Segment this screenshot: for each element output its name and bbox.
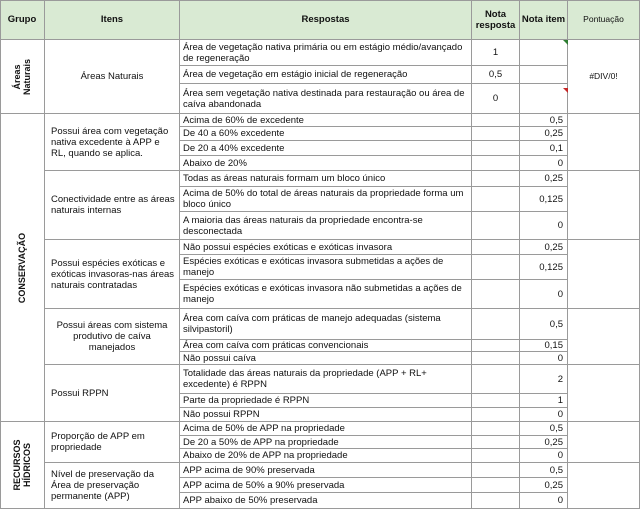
nota-item-cell[interactable]: 0,5 <box>520 422 568 436</box>
group-areas-naturais-label: Áreas Naturais <box>12 58 32 95</box>
nota-resposta-cell[interactable] <box>472 187 520 212</box>
nota-item-cell[interactable]: 2 <box>520 365 568 394</box>
nota-resposta-cell[interactable]: 0 <box>472 84 520 114</box>
nota-item-cell[interactable]: 0 <box>520 156 568 171</box>
answer-option[interactable]: Área com caíva com práticas de manejo adequadas (sistema silvipastoril) <box>180 309 472 340</box>
answer-option[interactable]: APP acima de 50% a 90% preservada <box>180 478 472 493</box>
nota-item-cell[interactable]: 0 <box>520 352 568 365</box>
nota-resposta-cell[interactable] <box>472 114 520 127</box>
pontuacao-rppn[interactable] <box>568 365 640 422</box>
nota-resposta-cell[interactable] <box>472 449 520 463</box>
nota-resposta-cell[interactable] <box>472 352 520 365</box>
answer-option[interactable]: De 40 a 60% excedente <box>180 127 472 141</box>
group-conservacao-label: CONSERVAÇÃO <box>17 232 27 303</box>
nota-resposta-cell[interactable] <box>472 463 520 478</box>
item-especies-exoticas[interactable]: Possui espécies exóticas e exóticas invasoras-nas áreas naturais contratadas <box>45 240 180 309</box>
item-vegetacao-excedente[interactable]: Possui área com vegetação nativa excedente à APP e RL, quando se aplica. <box>45 114 180 171</box>
item-proporcao-app[interactable]: Proporção de APP em propriedade <box>45 422 180 463</box>
nota-item-cell[interactable]: 0,125 <box>520 187 568 212</box>
nota-item-cell[interactable] <box>520 66 568 84</box>
nota-resposta-cell[interactable] <box>472 436 520 449</box>
nota-resposta-cell[interactable] <box>472 394 520 408</box>
pontuacao-areas-naturais[interactable]: #DIV/0! <box>568 40 640 114</box>
nota-item-cell[interactable]: 0,25 <box>520 171 568 187</box>
header-nota-resposta[interactable]: Nota resposta <box>472 0 520 40</box>
nota-resposta-cell[interactable] <box>472 127 520 141</box>
answer-option[interactable]: Abaixo de 20% de APP na propriedade <box>180 449 472 463</box>
answer-option[interactable]: Todas as áreas naturais formam um bloco único <box>180 171 472 187</box>
answer-option[interactable]: Área sem vegetação nativa destinada para restauração ou área de caíva abandonada <box>180 84 472 114</box>
answer-option[interactable]: Não possui caíva <box>180 352 472 365</box>
nota-resposta-cell[interactable]: 1 <box>472 40 520 66</box>
answer-option[interactable]: APP abaixo de 50% preservada <box>180 493 472 509</box>
nota-resposta-cell[interactable] <box>472 478 520 493</box>
answer-option[interactable]: Abaixo de 20% <box>180 156 472 171</box>
answer-option[interactable]: Área de vegetação em estágio inicial de regeneração <box>180 66 472 84</box>
answer-option[interactable]: Parte da propriedade é RPPN <box>180 394 472 408</box>
comment-indicator-icon[interactable] <box>563 40 568 45</box>
answer-option[interactable]: Acima de 60% de excedente <box>180 114 472 127</box>
nota-resposta-cell[interactable]: 0,5 <box>472 66 520 84</box>
comment-indicator-icon[interactable] <box>563 88 568 93</box>
nota-item-cell[interactable]: 1 <box>520 394 568 408</box>
nota-item-cell[interactable]: 0 <box>520 449 568 463</box>
nota-resposta-cell[interactable] <box>472 365 520 394</box>
pontuacao-conectividade[interactable] <box>568 171 640 240</box>
answer-option[interactable]: Espécies exóticas e exóticas invasora submetidas a ações de manejo <box>180 255 472 280</box>
item-areas-naturais[interactable]: Áreas Naturais <box>45 40 180 114</box>
group-recursos-hidricos-label: RECURSOS HÍDRICOS <box>12 439 32 491</box>
answer-option[interactable]: Área com caíva com práticas convencionais <box>180 340 472 352</box>
nota-item-cell[interactable]: 0,25 <box>520 240 568 255</box>
nota-resposta-cell[interactable] <box>472 422 520 436</box>
nota-resposta-cell[interactable] <box>472 156 520 171</box>
answer-option[interactable]: Totalidade das áreas naturais da propriedade (APP + RL+ excedente) é RPPN <box>180 365 472 394</box>
nota-item-cell[interactable]: 0 <box>520 408 568 422</box>
header-itens[interactable]: Itens <box>45 0 180 40</box>
header-respostas[interactable]: Respostas <box>180 0 472 40</box>
nota-item-cell[interactable]: 0,5 <box>520 309 568 340</box>
group-recursos-hidricos[interactable] <box>0 422 45 509</box>
header-nota-item[interactable]: Nota item <box>520 0 568 40</box>
nota-item-cell[interactable]: 0 <box>520 280 568 309</box>
group-conservacao[interactable] <box>0 114 45 422</box>
nota-item-cell[interactable] <box>520 84 568 114</box>
item-caiva[interactable]: Possui áreas com sistema produtivo de caíva manejados <box>45 309 180 365</box>
nota-item-cell[interactable]: 0 <box>520 493 568 509</box>
nota-item-cell[interactable]: 0,125 <box>520 255 568 280</box>
nota-resposta-cell[interactable] <box>472 141 520 156</box>
nota-item-cell[interactable]: 0,25 <box>520 127 568 141</box>
nota-item-cell[interactable]: 0,25 <box>520 478 568 493</box>
pontuacao-especies-exoticas[interactable] <box>568 240 640 309</box>
nota-item-cell[interactable] <box>520 40 568 66</box>
answer-option[interactable]: Não possui RPPN <box>180 408 472 422</box>
pontuacao-vegetacao-excedente[interactable] <box>568 114 640 171</box>
answer-option[interactable]: Acima de 50% do total de áreas naturais da propriedade forma um bloco único <box>180 187 472 212</box>
nota-resposta-cell[interactable] <box>472 309 520 340</box>
answer-option[interactable]: Acima de 50% de APP na propriedade <box>180 422 472 436</box>
answer-option[interactable]: APP acima de 90% preservada <box>180 463 472 478</box>
answer-option[interactable]: Área de vegetação nativa primária ou em estágio médio/avançado de regeneração <box>180 40 472 66</box>
nota-item-cell[interactable]: 0,1 <box>520 141 568 156</box>
header-grupo[interactable]: Grupo <box>0 0 45 40</box>
nota-resposta-cell[interactable] <box>472 240 520 255</box>
nota-item-cell[interactable]: 0,15 <box>520 340 568 352</box>
pontuacao-caiva[interactable] <box>568 309 640 365</box>
answer-option[interactable]: Espécies exóticas e exóticas invasora não submetidas a ações de manejo <box>180 280 472 309</box>
nota-resposta-cell[interactable] <box>472 340 520 352</box>
nota-resposta-cell[interactable] <box>472 171 520 187</box>
nota-resposta-cell[interactable] <box>472 408 520 422</box>
group-areas-naturais[interactable] <box>0 40 45 114</box>
item-conectividade[interactable]: Conectividade entre as áreas naturais internas <box>45 171 180 240</box>
answer-option[interactable]: De 20 a 50% de APP na propriedade <box>180 436 472 449</box>
answer-option[interactable]: A maioria das áreas naturais da propriedade encontra-se desconectada <box>180 212 472 240</box>
nota-item-cell[interactable]: 0,25 <box>520 436 568 449</box>
nota-item-cell[interactable]: 0 <box>520 212 568 240</box>
nota-item-cell[interactable]: 0,5 <box>520 114 568 127</box>
nota-resposta-cell[interactable] <box>472 493 520 509</box>
item-rppn[interactable]: Possui RPPN <box>45 365 180 422</box>
nota-resposta-cell[interactable] <box>472 212 520 240</box>
answer-option[interactable]: Não possui espécies exóticas e exóticas invasora <box>180 240 472 255</box>
nota-item-cell[interactable]: 0,5 <box>520 463 568 478</box>
nota-resposta-cell[interactable] <box>472 280 520 309</box>
answer-option[interactable]: De 20 a 40% excedente <box>180 141 472 156</box>
pontuacao-proporcao-app[interactable] <box>568 422 640 463</box>
pontuacao-nivel-preservacao[interactable] <box>568 463 640 509</box>
item-nivel-preservacao[interactable]: Nível de preservação da Área de preservação permanente (APP) <box>45 463 180 509</box>
nota-resposta-cell[interactable] <box>472 255 520 280</box>
header-pontuacao[interactable]: Pontuação <box>568 0 640 40</box>
